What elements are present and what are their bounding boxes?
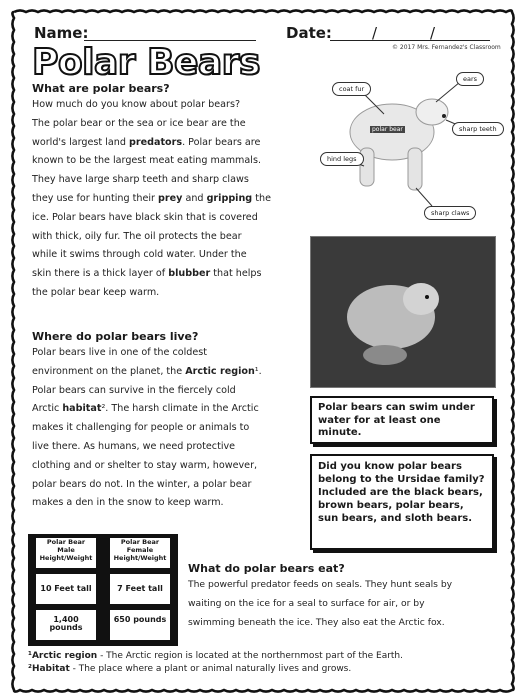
heading-what-eat: What do polar bears eat?: [188, 562, 345, 575]
s3-line: waiting on the ice for a seal to surface for air, or by: [188, 597, 425, 609]
s1-line: the polar bear keep warm.: [32, 286, 160, 298]
s1-line: The polar bear or the sea or ice bear are the: [32, 117, 246, 129]
s2-line: Arctic habitat². The harsh climate in the Arctic: [32, 403, 259, 415]
vocab-prey: prey: [158, 192, 183, 204]
glossary-arctic-region: ¹Arctic region - The Arctic region is located at the northernmost part of the Earth.: [28, 651, 403, 661]
chart-header-female: Polar Bear Female Height/Weight: [110, 538, 170, 568]
vocab-gripping: gripping: [206, 192, 253, 204]
name-line[interactable]: [84, 40, 256, 41]
s1-line: they use for hunting their prey and gripping the: [32, 192, 271, 204]
s1-line: world's largest land predators. Polar bears are: [32, 136, 261, 148]
section1-text: [32, 96, 322, 303]
s1-line: skin there is a thick layer of blubber that helps: [32, 268, 262, 280]
s2-line: clothing and or shelter to stay warm, however,: [32, 459, 258, 471]
section2-text: [32, 344, 314, 513]
vocab-blubber: blubber: [168, 268, 211, 280]
fact-box-ursidae: Did you know polar bears belong to the Ursidae family? Included are the black bears, brown bears, polar bears, sun bears, and sloth bears.: [310, 454, 494, 550]
heading-what-are: What are polar bears?: [32, 82, 170, 95]
bear-diagram: [320, 70, 495, 230]
s2-line: environment on the planet, the Arctic region¹.: [32, 365, 262, 377]
s1-line: How much do you know about polar bears?: [32, 99, 241, 110]
s1-line: while it swims through cold water. Under the: [32, 249, 247, 261]
s1-line: ice. Polar bears have black skin that is covered: [32, 211, 258, 223]
s3-line: swimming beneath the ice. They also eat the Arctic fox.: [188, 616, 445, 628]
height-weight-chart: [28, 534, 178, 646]
glossary-habitat: ²Habitat - The place where a plant or animal naturally lives and grows.: [28, 663, 352, 674]
glossary: [28, 650, 498, 675]
date-label: Date:: [286, 24, 332, 42]
label-coat-fur: coat fur: [332, 82, 371, 96]
heading-where-live: Where do polar bears live?: [32, 330, 199, 343]
chart-female-height: 7 Feet tall: [110, 574, 170, 604]
page-title: Polar Bears: [32, 42, 260, 83]
chart-female-weight: 650 pounds: [110, 610, 170, 640]
s2-line: polar bears do not. In the winter, a polar bear: [32, 478, 252, 490]
vocab-predators: predators: [129, 136, 183, 148]
date-line[interactable]: [330, 40, 490, 41]
name-label: Name:: [34, 24, 89, 42]
fact-box-swim: Polar bears can swim under water for at least one minute.: [310, 396, 494, 444]
section3-text: [188, 576, 494, 632]
vocab-habitat: habitat: [62, 403, 102, 415]
s2-line: live there. As humans, we need protective: [32, 440, 236, 452]
chart-male-height: 10 Feet tall: [36, 574, 96, 604]
label-ears: ears: [456, 72, 484, 86]
date-slash-2: /: [430, 24, 436, 42]
s2-line: makes a den in the snow to keep warm.: [32, 497, 224, 509]
label-sharp-teeth: sharp teeth: [452, 122, 504, 136]
s3-line: The powerful predator feeds on seals. They hunt seals by: [188, 579, 453, 590]
date-slash-1: /: [372, 24, 378, 42]
chart-header-male: Polar Bear Male Height/Weight: [36, 538, 96, 568]
bear-photo-illustration: [311, 237, 495, 387]
label-bear-body: polar bear: [372, 126, 403, 133]
s2-line: Polar bears live in one of the coldest: [32, 347, 208, 358]
chart-male-weight: 1,400 pounds: [36, 610, 96, 640]
vocab-arctic-region: Arctic region: [185, 365, 255, 377]
copyright: © 2017 Mrs. Fernandez's Classroom: [392, 44, 501, 51]
s1-line: known to be the largest meat eating mammals.: [32, 155, 261, 167]
s1-line: with thick, oily fur. The oil protects the bear: [32, 230, 242, 242]
label-sharp-claws: sharp claws: [424, 206, 476, 220]
s1-line: They have large sharp teeth and sharp claws: [32, 174, 249, 186]
label-hind-legs: hind legs: [320, 152, 364, 166]
s2-line: Polar bears can survive in the fiercely cold: [32, 384, 236, 396]
s2-line: makes it challenging for people or animals to: [32, 422, 250, 434]
underwater-bear-photo: [310, 236, 496, 388]
